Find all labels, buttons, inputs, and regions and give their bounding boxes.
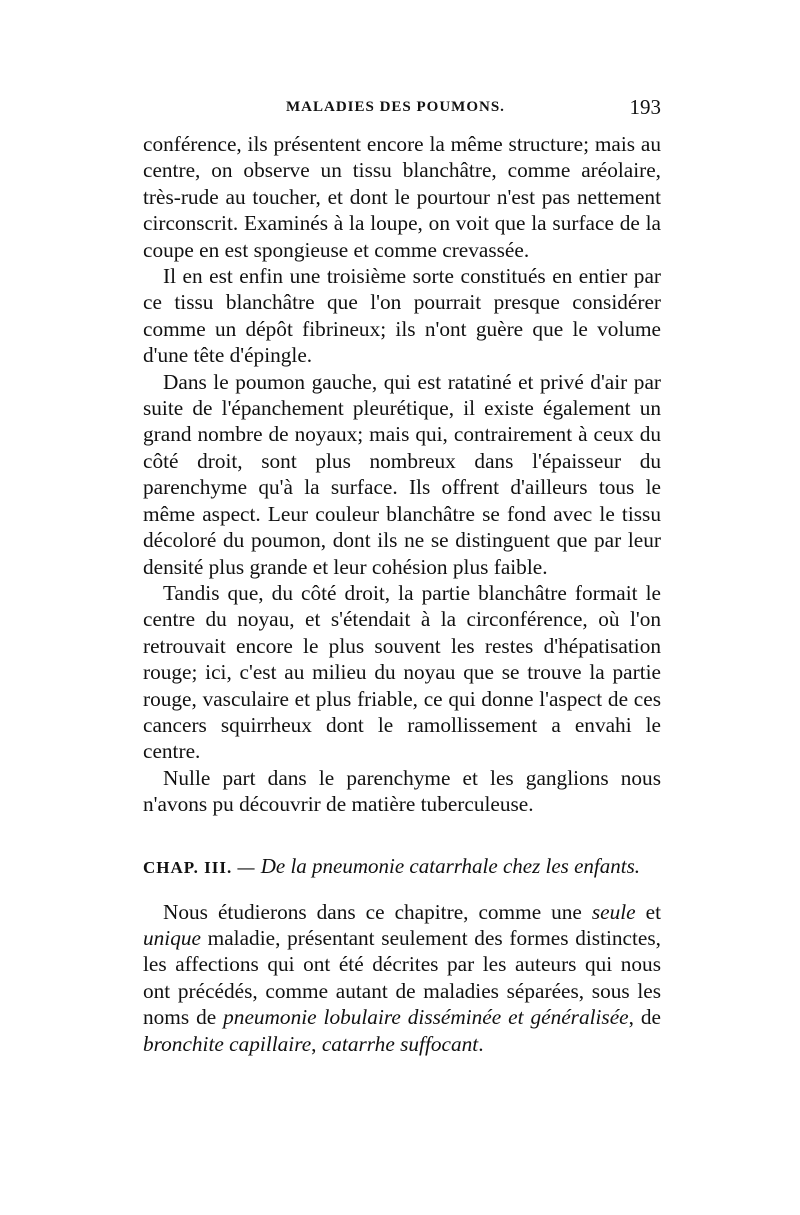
intro-text: , [311, 1031, 322, 1056]
running-title: MALADIES DES POUMONS. [286, 99, 505, 115]
intro-text: et [635, 899, 661, 924]
chapter-label: CHAP. III. — [143, 857, 256, 877]
paragraph: Nulle part dans le parenchyme et les ganglions nous n'avons pu découvrir de matière tuberculeuse. [143, 765, 661, 817]
page-number: 193 [629, 95, 661, 119]
chapter-heading [143, 853, 661, 881]
paragraph: conférence, ils présentent encore la même structure; mais au centre, on observe un tissu blanchâtre, comme aréolaire, très-rude au toucher, et dont le pourtour n'est pas nettement circonscrit. Examinés à la loupe, on voit que la surface de la coupe en est spongieuse et comme crevassée. [143, 132, 661, 262]
running-head [143, 95, 661, 127]
paragraph: Il en est enfin une troisième sorte constitués en entier par ce tissu blanchâtre que l'on pourrait presque considérer comme un dépôt fibrineux; ils n'ont guère que le volume d'une tête d'épingle. [143, 264, 661, 368]
paragraph: Tandis que, du côté droit, la partie blanchâtre formait le centre du noyau, et s'étendait à la circonférence, où l'on retrouvait encore le plus souvent les restes d'hépatisation rouge; ici, c'est au milieu du noyau que se trouve la partie rouge, vasculaire et plus friable, ce qui donne l'aspect de ces cancers squirrheux dont le ramollissement a envahi le centre. [143, 580, 661, 764]
intro-emphasis: catarrhe suffocant [321, 1031, 479, 1056]
intro-text: maladie, présentant seulement des formes distinctes, les affections qui ont été décrites par les auteurs qui nous ont précédés, comme autant de maladies séparées, sous les noms de [143, 925, 661, 1030]
intro-emphasis: pneumonie lobulaire disséminée et généralisée [223, 1005, 629, 1030]
intro-text: , de [628, 1005, 662, 1030]
intro-text: . [478, 1031, 484, 1056]
paragraph: Dans le poumon gauche, qui est ratatiné et privé d'air par suite de l'épanchement pleurétique, il existe également un grand nombre de noyaux; mais qui, contrairement à ceux du côté droit, sont plus nombreux dans l'épaisseur du parenchyme qu'à la surface. Ils offrent d'ailleurs tous le même aspect. Leur couleur blanchâtre se fond avec le tissu décoloré du poumon, dont ils ne se distinguent que par leur densité plus grande et leur cohésion plus faible. [143, 369, 661, 579]
book-page [143, 95, 661, 1078]
intro-emphasis: unique [143, 925, 201, 950]
intro-emphasis: seule [591, 899, 636, 924]
chapter-title: De la pneumonie catarrhale chez les enfants. [260, 853, 640, 878]
body-text [143, 131, 661, 818]
intro-text: Nous étudierons dans ce chapitre, comme une [163, 899, 592, 924]
intro-emphasis: bronchite capillaire [143, 1031, 312, 1056]
chapter-intro-paragraph [143, 899, 661, 1057]
